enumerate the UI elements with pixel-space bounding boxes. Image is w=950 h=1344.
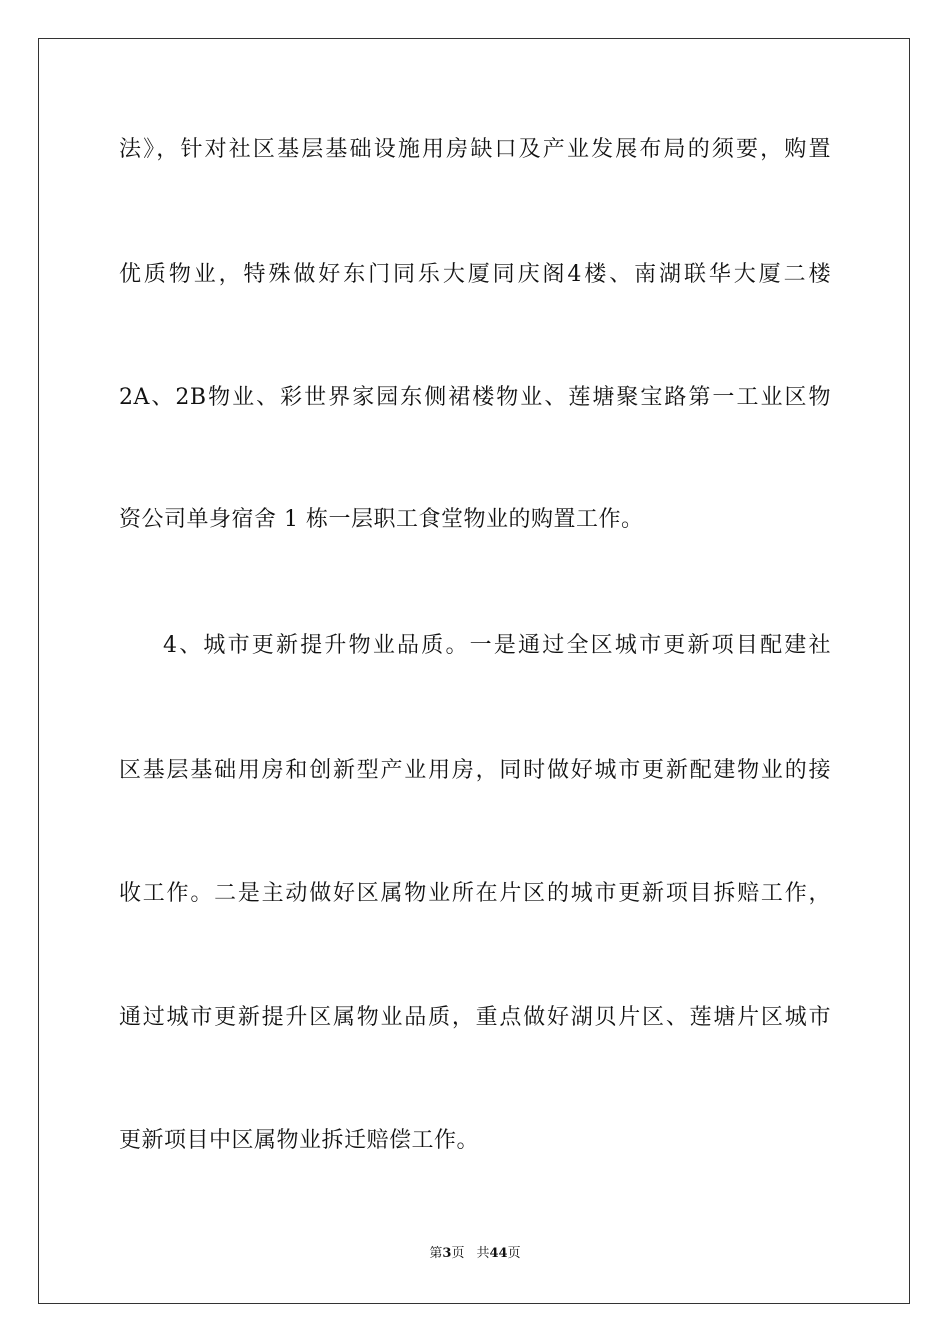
page-border	[38, 38, 910, 1304]
text-line-1: 法》，针对社区基层基础设施用房缺口及产业发展布局的须要，购置	[119, 137, 831, 162]
page-prefix: 第	[429, 1246, 443, 1261]
page-footer	[0, 1244, 950, 1264]
total-suffix: 页	[507, 1246, 521, 1261]
text-line-3: 2A、2B物业、彩世界家园东侧裙楼物业、莲塘聚宝路第一工业区物	[119, 385, 831, 410]
text-line-6: 区基层基础用房和创新型产业用房，同时做好城市更新配建物业的接	[119, 758, 831, 783]
text-line-4: 资公司单身宿舍 1 栋一层职工食堂物业的购置工作。	[119, 507, 644, 532]
page-suffix: 页	[451, 1246, 465, 1261]
text-line-2: 优质物业，特殊做好东门同乐大厦同庆阁4楼、南湖联华大厦二楼	[119, 262, 831, 287]
total-pages: 44	[489, 1246, 508, 1261]
text-line-5: 4、城市更新提升物业品质。一是通过全区城市更新项目配建社	[163, 633, 831, 658]
text-line-8: 通过城市更新提升区属物业品质，重点做好湖贝片区、莲塘片区城市	[119, 1005, 831, 1030]
text-line-7: 收工作。二是主动做好区属物业所在片区的城市更新项目拆赔工作，	[119, 881, 831, 906]
total-prefix: 共	[476, 1246, 490, 1261]
text-line-9: 更新项目中区属物业拆迁赔偿工作。	[119, 1128, 480, 1153]
page-number: 3	[442, 1246, 452, 1261]
